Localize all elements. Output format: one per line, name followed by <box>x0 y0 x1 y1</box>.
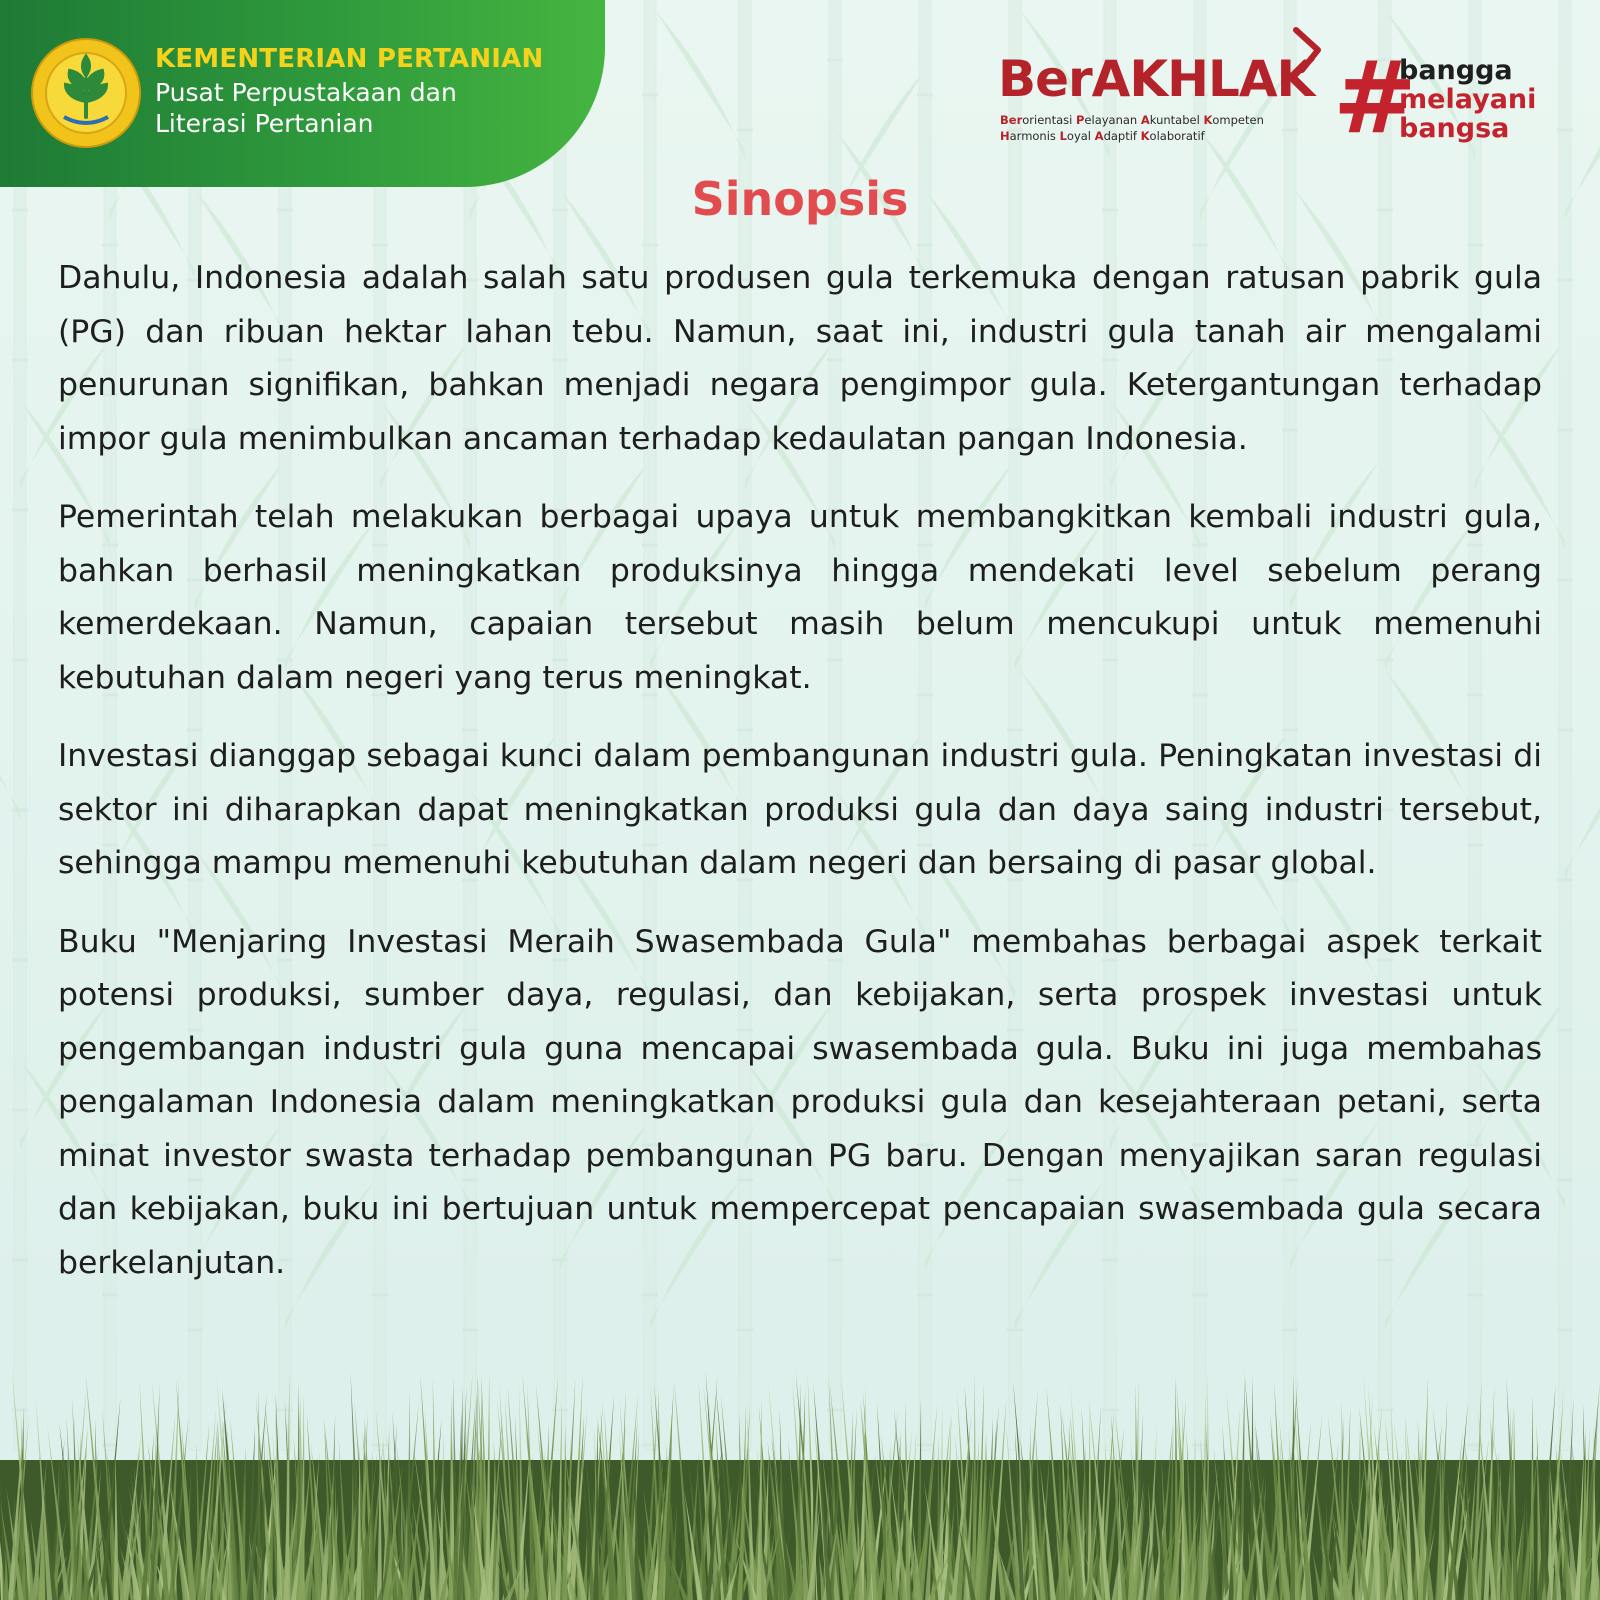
kementan-emblem-icon <box>30 37 142 149</box>
bangga-line-2: melayani <box>1399 84 1537 115</box>
bangga-melayani-bangsa-logo <box>1333 39 1553 156</box>
berakhlak-wordmark: BerAKHLAK <box>998 50 1315 108</box>
berakhlak-logo <box>998 26 1328 151</box>
ministry-identity <box>155 44 543 139</box>
unit-line-1: Pusat Perpustakaan dan <box>155 78 457 107</box>
berakhlak-tagline-line-1: Berorientasi Pelayanan Akuntabel Kompeten <box>1000 113 1264 127</box>
synopsis-body <box>58 252 1542 1315</box>
unit-line-2: Literasi Pertanian <box>155 109 374 138</box>
synopsis-paragraph: Dahulu, Indonesia adalah salah satu produsen gula terkemuka dengan ratusan pabrik gula (PG) dan ribuan hektar lahan tebu. Namun, saat ini, industri gula tanah air mengalami penurunan signifikan, bahkan menjadi negara pengimpor gula. Ketergantungan terhadap impor gula menimbulkan ancaman terhadap kedaulatan pangan Indonesia. <box>58 260 1542 457</box>
berakhlak-tagline <box>1000 112 1264 144</box>
ministry-name: KEMENTERIAN PERTANIAN <box>155 44 544 74</box>
berakhlak-tagline-line-2: Harmonis Loyal Adaptif Kolaboratif <box>1000 129 1205 143</box>
synopsis-paragraph: Buku "Menjaring Investasi Meraih Swasembada Gula" membahas berbagai aspek terkait potensi produksi, sumber daya, regulasi, dan kebijakan, serta prospek investasi untuk pengembangan industri gula guna mencapai swasembada gula. Buku ini juga membahas pengalaman Indonesia dalam meningkatkan produksi gula dan kesejahteraan petani, serta minat investor swasta terhadap pembangunan PG baru. Dengan menyajikan saran regulasi dan kebijakan, buku ini bertujuan untuk mempercepat pencapaian swasembada gula secara berkelanjutan. <box>58 923 1542 1281</box>
grass-footer-image <box>0 1370 1600 1600</box>
synopsis-paragraph: Investasi dianggap sebagai kunci dalam pembangunan industri gula. Peningkatan investasi di sektor ini diharapkan dapat meningkatkan produksi gula dan daya saing industri tersebut, sehingga mampu memenuhi kebutuhan dalam negeri dan bersaing di pasar global. <box>58 738 1542 881</box>
page-title: Sinopsis <box>691 172 909 226</box>
chevron-right-icon <box>1292 26 1324 78</box>
synopsis-paragraph: Pemerintah telah melakukan berbagai upaya untuk membangkitkan kembali industri gula, bahkan berhasil meningkatkan produksinya hingga mendekati level sebelum perang kemerdekaan. Namun, capaian tersebut masih belum mencukupi untuk memenuhi kebutuhan dalam negeri yang terus meningkat. <box>58 499 1542 696</box>
bangga-line-1: bangga <box>1399 55 1513 86</box>
hashtag-icon: # <box>1333 39 1417 156</box>
bangga-line-3: bangsa <box>1399 113 1510 144</box>
